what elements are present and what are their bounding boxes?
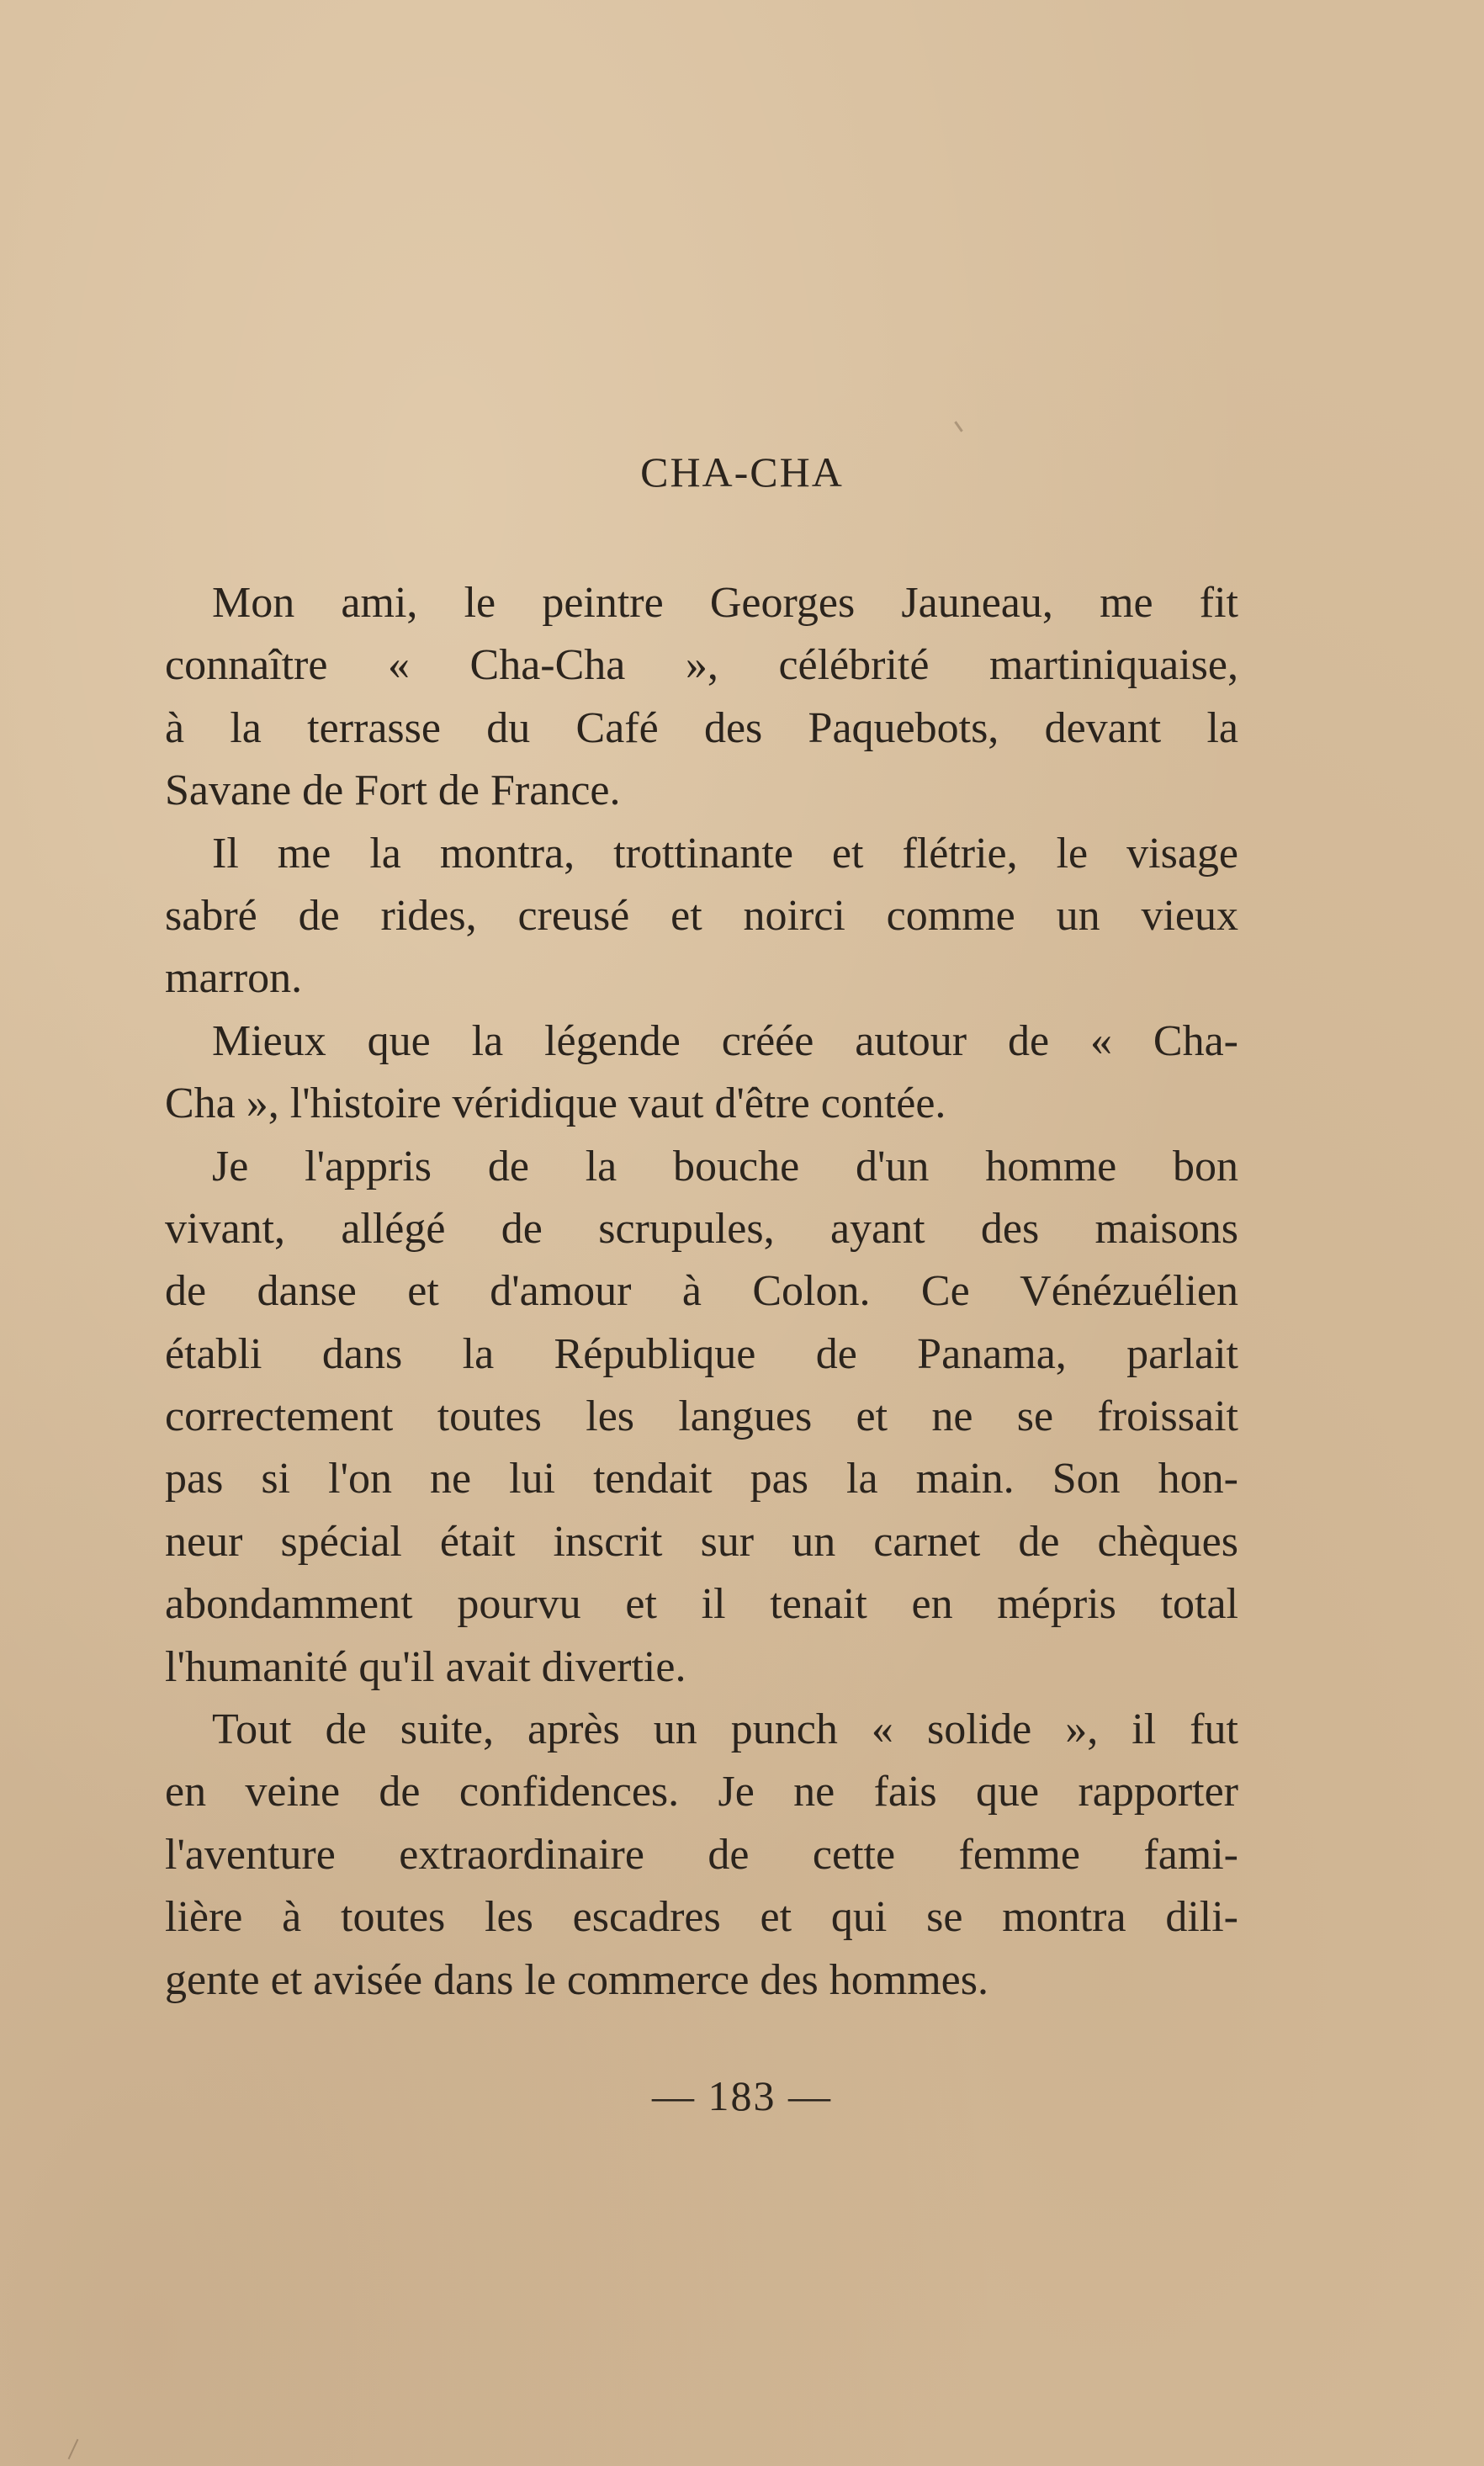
- text-line: établi dans la République de Panama, parlait: [165, 1329, 1238, 1378]
- text-line: Mieux que la légende créée autour de « Cha-: [212, 1016, 1238, 1065]
- paper-speck: [954, 421, 962, 432]
- text-line: abondamment pourvu et il tenait en mépris total: [165, 1580, 1238, 1629]
- text-line: l'humanité qu'il avait divertie.: [165, 1642, 686, 1691]
- text-line: gente et avisée dans le commerce des hommes.: [165, 1955, 988, 2004]
- body-text: [165, 572, 1238, 2012]
- text-line: Tout de suite, après un punch « solide », il fut: [212, 1705, 1238, 1754]
- text-line: neur spécial était inscrit sur un carnet de chèques: [165, 1517, 1238, 1566]
- text-line: l'aventure extraordinaire de cette femme fami-: [165, 1830, 1238, 1879]
- text-line: Cha », l'histoire véridique vaut d'être contée.: [165, 1079, 946, 1128]
- text-line: sabré de rides, creusé et noirci comme un vieux: [165, 891, 1238, 940]
- text-line: lière à toutes les escadres et qui se montra dili-: [165, 1893, 1238, 1942]
- text-line: Il me la montra, trottinante et flétrie, le visage: [212, 829, 1238, 878]
- text-line: en veine de confidences. Je ne fais que rapporter: [165, 1768, 1238, 1816]
- text-line: connaître « Cha-Cha », célébrité martiniquaise,: [165, 641, 1238, 690]
- text-line: correctement toutes les langues et ne se froissait: [165, 1392, 1238, 1441]
- paper-speck: [68, 2439, 79, 2459]
- text-line: marron.: [165, 954, 303, 1003]
- text-line: vivant, allégé de scrupules, ayant des maisons: [165, 1204, 1238, 1253]
- text-line: Mon ami, le peintre Georges Jauneau, me fit: [212, 579, 1238, 627]
- text-line: pas si l'on ne lui tendait pas la main. Son hon-: [165, 1455, 1238, 1503]
- text-line: à la terrasse du Café des Paquebots, devant la: [165, 703, 1238, 752]
- chapter-title: CHA-CHA: [640, 448, 844, 496]
- page-number: — 183 —: [652, 2072, 832, 2119]
- text-line: Savane de Fort de France.: [165, 766, 621, 815]
- text-line: de danse et d'amour à Colon. Ce Vénézuélien: [165, 1267, 1238, 1316]
- text-line: Je l'appris de la bouche d'un homme bon: [212, 1142, 1238, 1191]
